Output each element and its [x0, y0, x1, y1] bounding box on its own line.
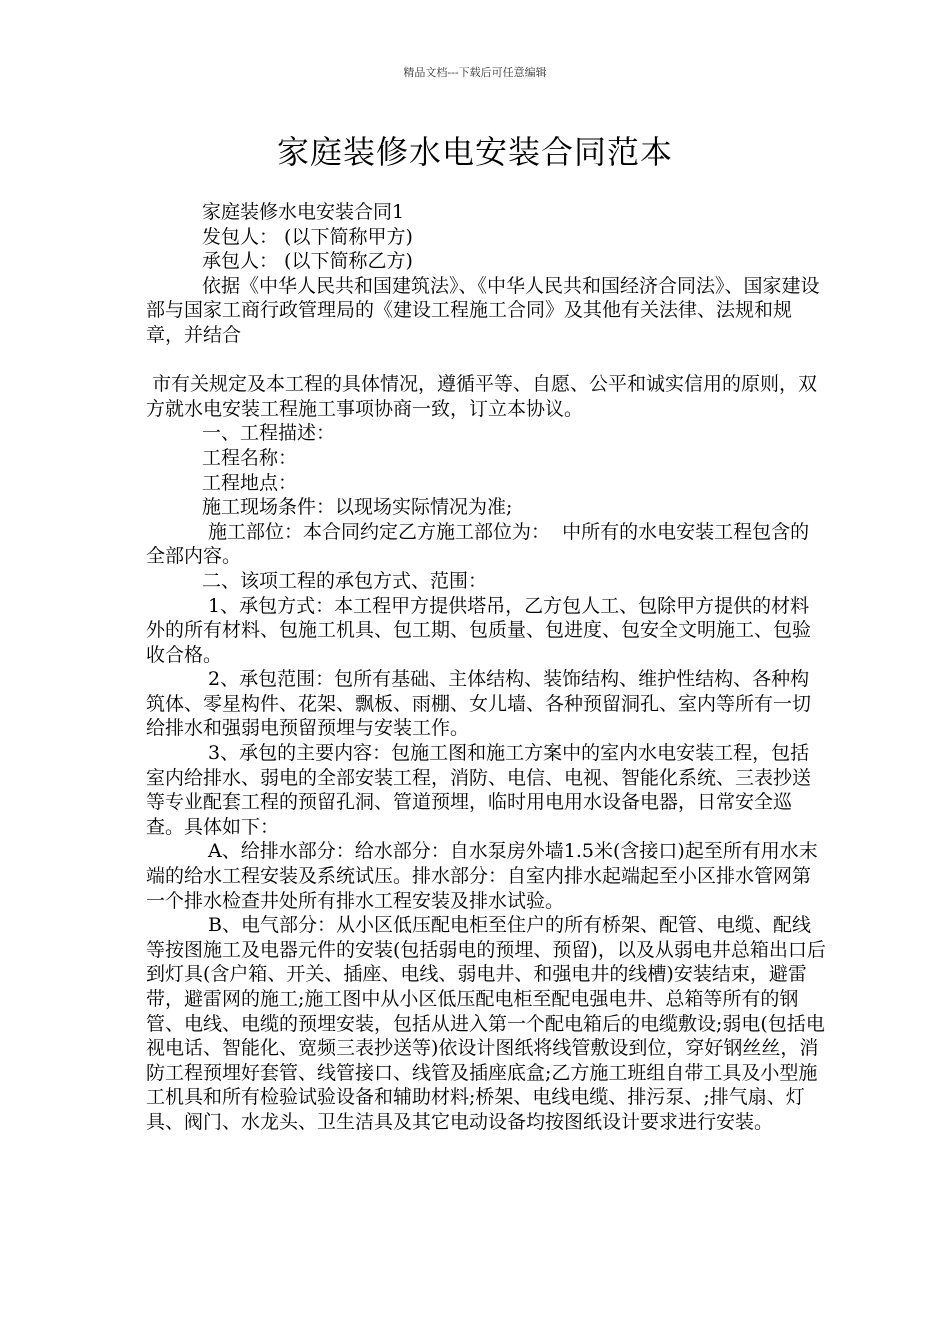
paragraph-gap: [146, 348, 826, 373]
paragraph-contract-heading: 家庭装修水电安装合同1: [202, 201, 405, 223]
paragraph-project-location: 工程地点：: [202, 471, 298, 494]
paragraph-principles: 市有关规定及本工程的具体情况，遵循平等、自愿、公平和诚实信用的原则，双方就水电安装工程施工事项协商一致，订立本协议。: [146, 373, 818, 420]
paragraph-section-1: 一、工程描述：: [202, 422, 336, 445]
paragraph-electrical: B、电气部分：从小区低压配电柜至住户的所有桥架、配管、电缆、配线等按图施工及电器元件的安装(包括弱电的预埋、预留)，以及从弱电井总箱出口后到灯具(含户箱、开关、插座、电线、弱电井、和强电井的线槽)安装结束，避雷带，避雷网的施工;施工图中从小区低压配电柜至配电强电井、总箱等所有的钢管、电线、电缆的预埋安装，包括从进入第一个配电箱后的电缆敷设;弱电(包括电视电话、智能化、宽频三表抄送等)依设计图纸将线管敷设到位，穿好钢丝丝，消防工程预埋好套管、线管接口、线管及插座底盒;乙方施工班组自带工具及小型施工机具和所有检验试验设备和辅助材料;桥架、电线电缆、排污泵、;排气扇、灯具、阀门、水龙头、卫生洁具及其它电动设备均按图纸设计要求进行安装。: [146, 914, 826, 1133]
paragraph-section-2: 二、该项工程的承包方式、范围：: [202, 569, 488, 592]
paragraph-employer: 发包人： (以下简称甲方): [202, 225, 413, 248]
paragraph-project-name: 工程名称：: [202, 446, 298, 469]
paragraph-legal-basis: 依据《中华人民共和国建筑法》、《中华人民共和国经济合同法》、国家建设部与国家工商行政管理局的《建设工程施工合同》及其他有关法律、法规和规章，并结合: [146, 274, 820, 346]
header-note: 精品文档---下载后可任意编辑: [403, 66, 547, 79]
paragraph-contract-method: 1、承包方式：本工程甲方提供塔吊，乙方包人工、包除甲方提供的材料外的所有材料、包施工机具、包工期、包质量、包进度、包安全文明施工、包验收合格。: [146, 594, 812, 666]
paragraph-site-conditions: 施工现场条件：以现场实际情况为准;: [202, 496, 513, 519]
paragraph-plumbing: A、给排水部分：给水部分：自水泵房外墙1.5米(含接口)起至所有用水末端的给水工程安装及系统试压。排水部分：自室内排水起端起至小区排水管网第一个排水检查井处所有排水工程安装及排水试验。: [146, 840, 818, 912]
paragraph-construction-scope: 施工部位：本合同约定乙方施工部位为： 中所有的水电安装工程包含的全部内容。: [146, 520, 810, 568]
document-title: 家庭装修水电安装合同范本: [276, 133, 673, 171]
paragraph-main-content: 3、承包的主要内容：包施工图和施工方案中的室内水电安装工程，包括室内给排水、弱电的全部安装工程，消防、电信、电视、智能化系统、三表抄送等专业配套工程的预留孔洞、管道预埋，临时用电用水设备电器，日常安全巡查。具体如下：: [146, 742, 812, 838]
paragraph-contractor: 承包人： (以下简称乙方): [202, 250, 413, 273]
contract-body: [146, 200, 826, 1135]
paragraph-contract-range: 2、承包范围：包所有基础、主体结构、装饰结构、维护性结构、各种构筑体、零星构件、花架、飘板、雨棚、女儿墙、各种预留洞孔、室内等所有一切给排水和强弱电预留预埋与安装工作。: [146, 668, 812, 740]
